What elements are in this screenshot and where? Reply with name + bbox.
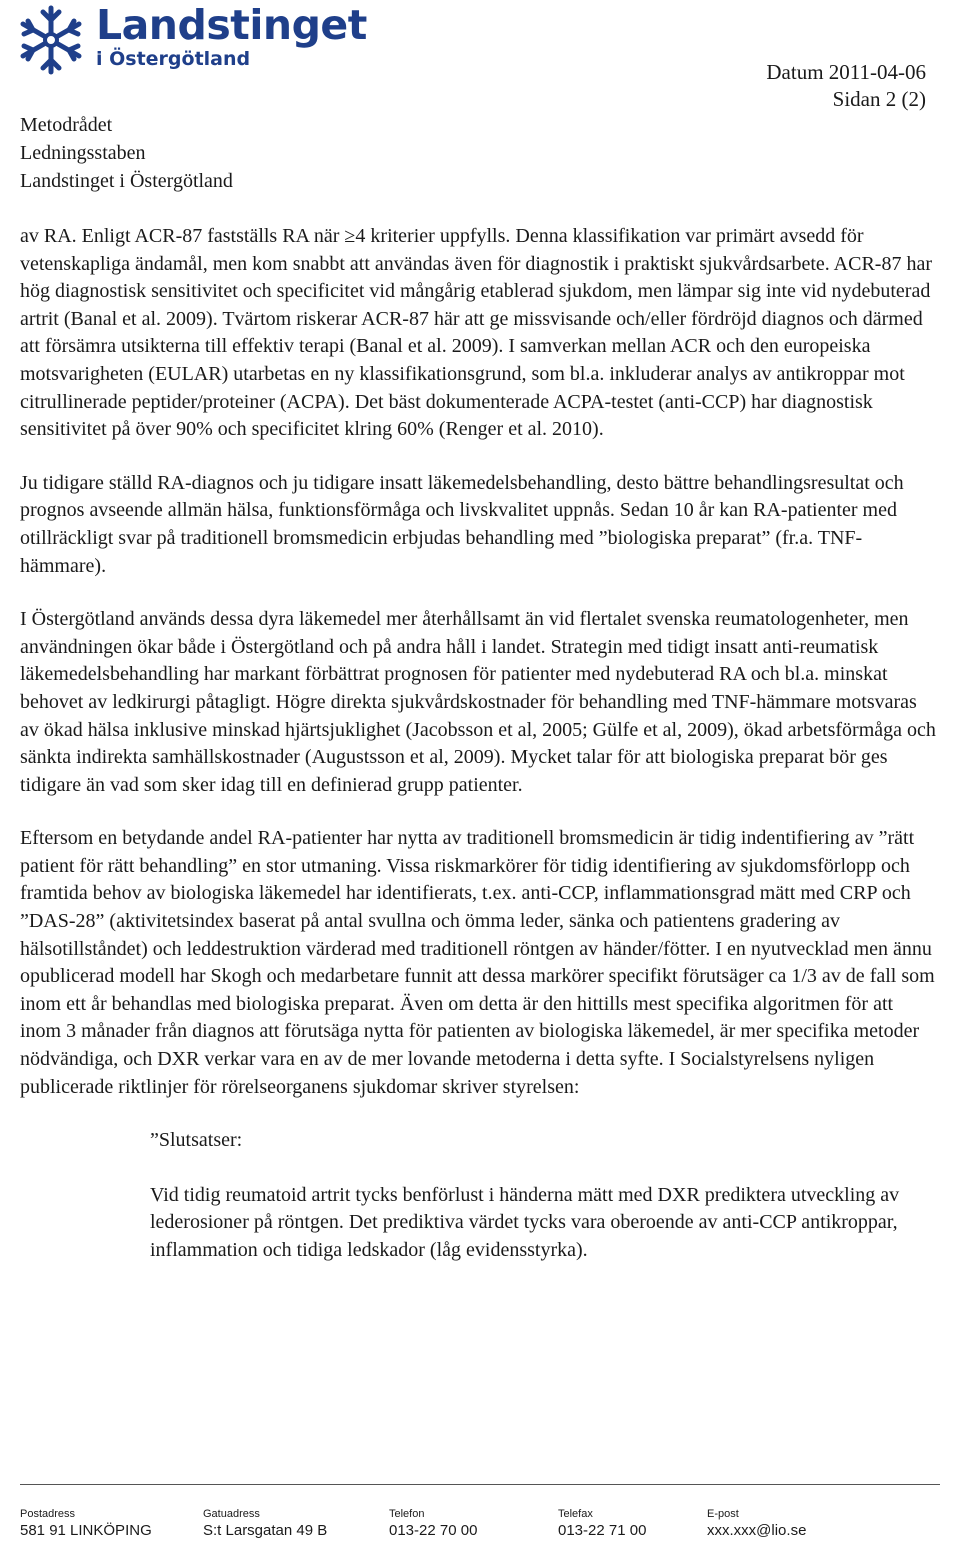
snowflake-emblem-icon (18, 4, 84, 76)
footer-fax (558, 1508, 646, 1541)
paragraph-4: Eftersom en betydande andel RA-patienter har nytta av traditionell bromsmedicin är tidig indentifiering av ”rätt patient för rätt behandling” en stor utmaning. Vissa riskmarkörer för tidig identifiering av sjukdomsförlopp och framtida behov av biologiska läkemedel har identifierats, t.ex. anti-CCP, inflammationsgrad mätt med CRP och ”DAS-28” (aktivitetsindex baserat på antal svullna och ömma leder, sänka och patientens gradering av hälsotillståndet) och leddestruktion värderad med traditionell röntgen av händer/fötter. I en nyutvecklad men ännu opublicerad modell har Skogh och medarbetare funnit att dessa markörer specifikt förutsäger ca 1/3 av de fall som inom ett år behandlas med biologiska preparat. Även om detta är den hittills mest specifika algoritmen för att inom 3 månader från diagnos att förutsäga nytta för patienten av biologiska läkemedel, är mer specifika metoder nödvändiga, och DXR verkar vara en av de mer lovande metoderna i detta syfte. I Socialstyrelsens nyligen publicerade riktlinjer för rörelseorganens sjukdomar skriver styrelsen: (20, 827, 935, 1098)
sender-organization: Landstinget i Östergötland (20, 170, 233, 192)
document-meta (766, 59, 926, 113)
logo-subtitle: i Östergötland (96, 48, 251, 70)
paragraph-1: av RA. Enligt ACR-87 fastställs RA när ≥4 kriterier uppfylls. Denna klassifikation var primärt avsedd för vetenskapliga ändamål, men kom snabbt att användas även för diagnostik i praktiskt sjukvårdsarbete. ACR-87 har hög diagnostisk sensitivitet och specificitet vid mångårig etablerad sjukdom, men lämpar sig inte vid nydebuterad artrit (Banal et al. 2009). Tvärtom riskerar ACR-87 här att ge missvisande och/eller fördröjd diagnos och därmed att försämra utsikterna till effektiv terapi (Banal et al. 2009). I samverkan mellan ACR och den europeiska motsvarigheten (EULAR) utarbetas en ny klassifikationsgrund, som bl.a. inkluderar analys av antikroppar mot citrullinerade peptider/proteiner (ACPA). Det bäst dokumenterade ACPA-testet (anti-CCP) har diagnostisk sensitivitet på över 90% och specificitet klring 60% (Renger et al. 2010). (20, 225, 932, 441)
footer-value: 013-22 70 00 (389, 1522, 478, 1539)
logo-name: Landstinget (96, 1, 367, 49)
footer-label: Gatuadress (203, 1508, 260, 1520)
footer-value: S:t Larsgatan 49 B (203, 1522, 328, 1539)
organization-logo (18, 1, 367, 80)
footer-postal-address (20, 1508, 152, 1541)
footer-value: xxx.xxx@lio.se (707, 1522, 807, 1539)
document-date: Datum 2011-04-06 (766, 60, 926, 84)
quotation-block (150, 1127, 938, 1264)
document-body (20, 223, 938, 1292)
footer-street-address (203, 1508, 327, 1541)
footer-divider (20, 1484, 940, 1485)
footer-phone (389, 1508, 477, 1541)
paragraph-2: Ju tidigare ställd RA-diagnos och ju tidigare insatt läkemedelsbehandling, desto bättre behandlingsresultat och prognos avseende allmän hälsa, funktionsförmåga och livskvalitet uppnås. Sedan 10 år kan RA-patienter med otillräckligt svar på traditionell bromsmedicin erbjudas behandling med ”biologiska preparat” (fr.a. TNF-hämmare). (20, 471, 904, 577)
footer-email (707, 1508, 806, 1541)
footer-value: 581 91 LINKÖPING (20, 1522, 152, 1539)
footer-label: Postadress (20, 1508, 76, 1520)
footer-label: Telefon (389, 1508, 425, 1520)
quote-heading: ”Slutsatser: (150, 1129, 243, 1152)
footer-value: 013-22 71 00 (558, 1522, 647, 1539)
sender-department: Metodrådet (20, 114, 113, 136)
footer-label: Telefax (558, 1508, 593, 1520)
page-number: Sidan 2 (2) (832, 87, 926, 111)
footer-label: E-post (707, 1508, 739, 1520)
sender-block (20, 111, 233, 195)
sender-unit: Ledningsstaben (20, 142, 146, 164)
paragraph-3: I Östergötland används dessa dyra läkemedel mer återhållsamt än vid flertalet svenska reumatologenheter, men användningen ökar både i Östergötland och på andra håll i landet. Strategin med tidigt insatt anti-reumatisk läkemedelsbehandling har markant förbättrat prognosen för patienter med nydebuterad RA och bl.a. minskat behovet av ledkirurgi påtagligt. Högre direkta sjukvårdskostnader för behandling med TNF-hämmare motsvaras av ökad hälsa inklusive minskad hjärtsjuklighet (Jacobsson et al, 2005; Gülfe et al, 2009), ökad arbetsförmåga och sänkta indirekta samhällskostnader (Augustsson et al, 2009). Mycket talar för att biologiska preparat bör ges tidigare än vad som sker idag till en definierad grupp patienter. (20, 608, 936, 796)
quote-text: Vid tidig reumatoid artrit tycks benförlust i händerna mätt med DXR prediktera utveckling av lederosioner på röntgen. Det prediktiva värdet tycks vara oberoende av anti-CCP antikroppar, inflammation och tidiga ledskador (låg evidensstyrka). (150, 1183, 900, 1261)
